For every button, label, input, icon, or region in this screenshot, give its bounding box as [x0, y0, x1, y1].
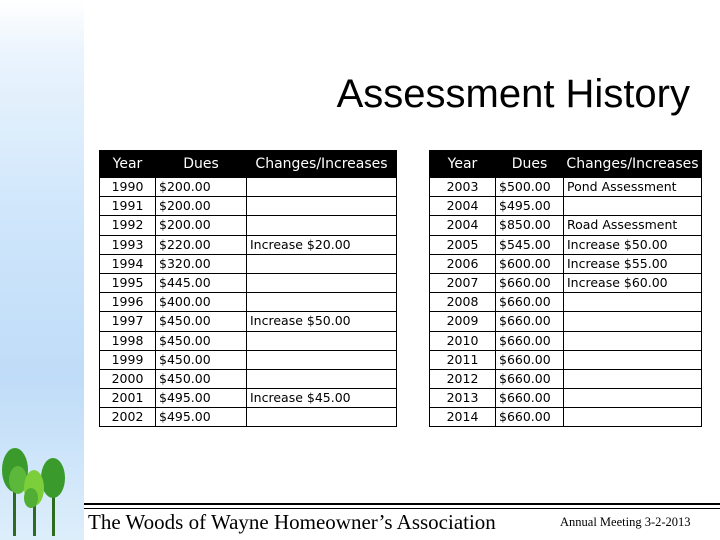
footer-divider [84, 503, 720, 505]
year-cell: 1991 [100, 197, 156, 216]
table-row [430, 254, 702, 273]
year-cell: 2013 [430, 389, 496, 408]
table-row [430, 178, 702, 197]
table-row [430, 389, 702, 408]
year-cell: 2006 [430, 254, 496, 273]
dues-cell: $600.00 [496, 254, 564, 273]
dues-cell: $660.00 [496, 293, 564, 312]
year-cell: 1995 [100, 273, 156, 292]
column-header-changes: Changes/Increases [247, 151, 397, 178]
dues-cell: $200.00 [156, 216, 247, 235]
column-header-changes: Changes/Increases [564, 151, 702, 178]
year-cell: 1992 [100, 216, 156, 235]
dues-cell: $495.00 [156, 408, 247, 427]
year-cell: 1998 [100, 331, 156, 350]
changes-cell [247, 197, 397, 216]
dues-cell: $850.00 [496, 216, 564, 235]
table-row [430, 197, 702, 216]
table-row [430, 408, 702, 427]
year-cell: 2010 [430, 331, 496, 350]
table-row [100, 197, 397, 216]
table-row [100, 312, 397, 331]
table-row [100, 389, 397, 408]
year-cell: 1999 [100, 350, 156, 369]
year-cell: 2008 [430, 293, 496, 312]
year-cell: 2011 [430, 350, 496, 369]
year-cell: 1997 [100, 312, 156, 331]
dues-cell: $660.00 [496, 350, 564, 369]
trees-logo-icon [0, 440, 84, 540]
year-cell: 2007 [430, 273, 496, 292]
dues-cell: $400.00 [156, 293, 247, 312]
dues-cell: $200.00 [156, 178, 247, 197]
year-cell: 2004 [430, 197, 496, 216]
column-header-year: Year [100, 151, 156, 178]
table-row [100, 254, 397, 273]
footer-meeting-date: Annual Meeting 3-2-2013 [560, 515, 691, 529]
dues-cell: $660.00 [496, 369, 564, 388]
table-row [100, 235, 397, 254]
column-header-dues: Dues [156, 151, 247, 178]
dues-cell: $220.00 [156, 235, 247, 254]
changes-cell [247, 369, 397, 388]
changes-cell: Road Assessment [564, 216, 702, 235]
changes-cell: Increase $20.00 [247, 235, 397, 254]
changes-cell: Increase $50.00 [564, 235, 702, 254]
table-row [430, 331, 702, 350]
dues-cell: $660.00 [496, 331, 564, 350]
table-row [100, 331, 397, 350]
changes-cell [564, 331, 702, 350]
changes-cell [564, 389, 702, 408]
changes-cell: Increase $50.00 [247, 312, 397, 331]
table-row [100, 216, 397, 235]
changes-cell [247, 350, 397, 369]
table-row [430, 235, 702, 254]
changes-cell [247, 331, 397, 350]
dues-cell: $200.00 [156, 197, 247, 216]
dues-cell: $495.00 [496, 197, 564, 216]
dues-cell: $660.00 [496, 273, 564, 292]
page-title: Assessment History [336, 72, 690, 116]
year-cell: 1994 [100, 254, 156, 273]
table-row [430, 350, 702, 369]
year-cell: 2014 [430, 408, 496, 427]
changes-cell [564, 197, 702, 216]
changes-cell [247, 254, 397, 273]
table-row [100, 293, 397, 312]
changes-cell [247, 293, 397, 312]
column-header-year: Year [430, 151, 496, 178]
year-cell: 2005 [430, 235, 496, 254]
changes-cell [564, 312, 702, 331]
year-cell: 1990 [100, 178, 156, 197]
changes-cell: Increase $60.00 [564, 273, 702, 292]
year-cell: 2012 [430, 369, 496, 388]
year-cell: 2009 [430, 312, 496, 331]
table-row [100, 369, 397, 388]
table-row [100, 273, 397, 292]
table-row [430, 369, 702, 388]
dues-cell: $500.00 [496, 178, 564, 197]
dues-cell: $660.00 [496, 408, 564, 427]
table-row [100, 178, 397, 197]
changes-cell: Increase $45.00 [247, 389, 397, 408]
changes-cell [247, 178, 397, 197]
assessment-table-2003-2014 [429, 150, 702, 427]
dues-cell: $660.00 [496, 389, 564, 408]
changes-cell [564, 369, 702, 388]
changes-cell [247, 273, 397, 292]
table-row [430, 273, 702, 292]
changes-cell [564, 350, 702, 369]
dues-cell: $450.00 [156, 331, 247, 350]
year-cell: 2000 [100, 369, 156, 388]
year-cell: 2002 [100, 408, 156, 427]
table-row [430, 312, 702, 331]
table-row [100, 408, 397, 427]
dues-cell: $660.00 [496, 312, 564, 331]
year-cell: 1996 [100, 293, 156, 312]
changes-cell [247, 216, 397, 235]
dues-cell: $320.00 [156, 254, 247, 273]
dues-cell: $495.00 [156, 389, 247, 408]
year-cell: 2004 [430, 216, 496, 235]
year-cell: 1993 [100, 235, 156, 254]
year-cell: 2003 [430, 178, 496, 197]
changes-cell [564, 408, 702, 427]
changes-cell: Pond Assessment [564, 178, 702, 197]
assessment-table-1990-2002 [99, 150, 397, 427]
dues-cell: $450.00 [156, 312, 247, 331]
footer-divider-thin [84, 508, 720, 509]
dues-cell: $545.00 [496, 235, 564, 254]
dues-cell: $445.00 [156, 273, 247, 292]
changes-cell [247, 408, 397, 427]
table-row [430, 293, 702, 312]
table-row [100, 350, 397, 369]
column-header-dues: Dues [496, 151, 564, 178]
year-cell: 2001 [100, 389, 156, 408]
changes-cell [564, 293, 702, 312]
table-row [430, 216, 702, 235]
dues-cell: $450.00 [156, 350, 247, 369]
dues-cell: $450.00 [156, 369, 247, 388]
footer-organization: The Woods of Wayne Homeowner’s Association [88, 510, 496, 534]
changes-cell: Increase $55.00 [564, 254, 702, 273]
